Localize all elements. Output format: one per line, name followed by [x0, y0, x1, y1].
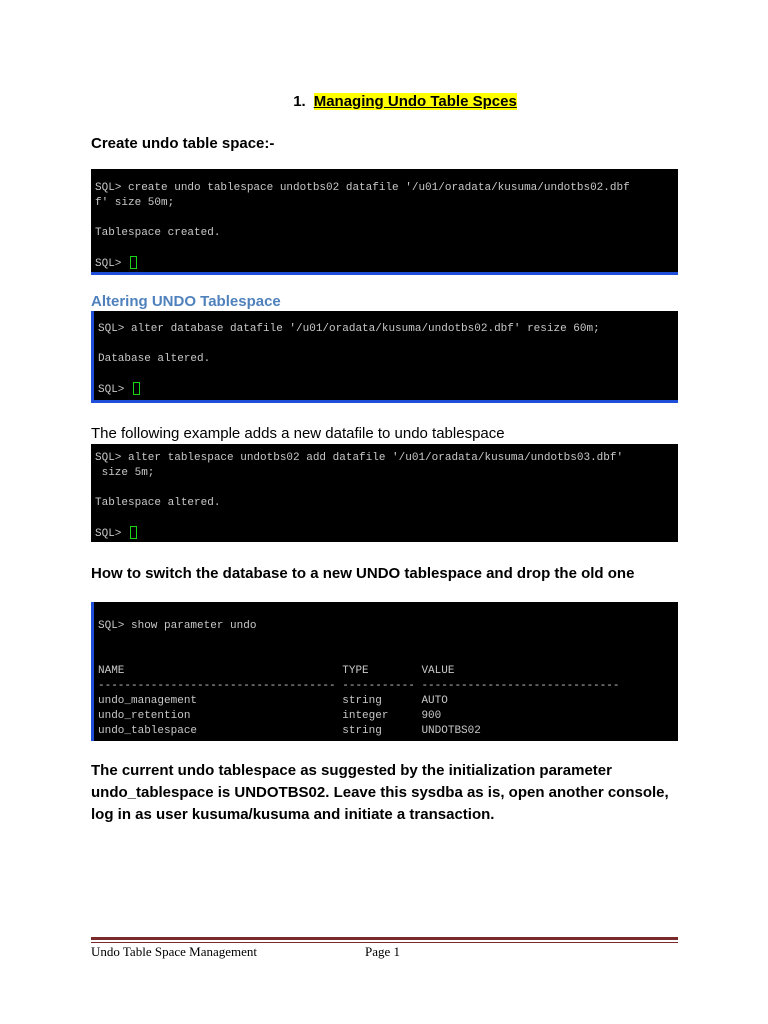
footer-divider: [91, 937, 678, 940]
body-paragraph: [91, 760, 691, 826]
cursor-icon: [130, 526, 137, 539]
terminal-line: [95, 481, 678, 496]
heading-add-datafile: The following example adds a new datafile to undo tablespace: [91, 425, 505, 442]
terminal-line: SQL> alter tablespace undotbs02 add datafile '/u01/oradata/kusuma/undotbs03.dbf': [95, 452, 624, 464]
title-number: 1.: [293, 93, 306, 110]
terminal-line: NAME TYPE VALUE: [98, 665, 455, 677]
terminal-line: f' size 50m;: [95, 197, 175, 209]
paragraph-line: undo_tablespace is UNDOTBS02. Leave this sysdba as is, open another console,: [91, 784, 669, 801]
terminal-line: SQL> show parameter undo: [98, 620, 257, 632]
terminal-add-datafile: [91, 444, 678, 542]
title-text: Managing Undo Table Spces: [313, 93, 517, 110]
terminal-line: [98, 634, 678, 649]
terminal-line: Tablespace altered.: [95, 497, 221, 509]
terminal-line: [98, 649, 678, 664]
heading-create-undo: Create undo table space:-: [91, 135, 275, 152]
terminal-line: Database altered.: [98, 353, 211, 365]
terminal-alter-database: [91, 311, 678, 403]
heading-switch-undo: How to switch the database to a new UNDO tablespace and drop the old one: [91, 565, 635, 582]
terminal-line: Tablespace created.: [95, 227, 221, 239]
terminal-line: undo_retention integer 900: [98, 710, 442, 722]
heading-altering-undo: Altering UNDO Tablespace: [91, 293, 281, 310]
terminal-line: [95, 211, 678, 226]
paragraph-line: log in as user kusuma/kusuma and initiate a transaction.: [91, 806, 495, 823]
terminal-prompt: SQL>: [95, 528, 129, 540]
terminal-line: undo_management string AUTO: [98, 695, 448, 707]
paragraph-line: The current undo tablespace as suggested by the initialization parameter: [91, 762, 612, 779]
terminal-line: SQL> alter database datafile '/u01/oradata/kusuma/undotbs02.dbf' resize 60m;: [98, 323, 600, 335]
footer-title: Undo Table Space Management: [91, 944, 257, 959]
terminal-show-parameter: [91, 602, 678, 741]
terminal-line: undo_tablespace string UNDOTBS02: [98, 725, 481, 737]
terminal-line: size 5m;: [95, 467, 155, 479]
terminal-prompt: SQL>: [95, 258, 129, 270]
terminal-line: [98, 367, 678, 382]
terminal-line: ------------------------------------ ----------- ------------------------------: [98, 680, 620, 692]
terminal-line: [95, 511, 678, 526]
footer-divider-thin: [91, 942, 678, 943]
document-title: [0, 93, 768, 110]
terminal-line: [95, 241, 678, 256]
terminal-prompt: SQL>: [98, 384, 132, 396]
cursor-icon: [133, 382, 140, 395]
page-number: Page 1: [365, 944, 401, 959]
terminal-line: [98, 337, 678, 352]
cursor-icon: [130, 256, 137, 269]
terminal-line: SQL> create undo tablespace undotbs02 datafile '/u01/oradata/kusuma/undotbs02.dbf: [95, 182, 630, 194]
terminal-line: [98, 604, 678, 619]
terminal-create-undo: [91, 169, 678, 275]
